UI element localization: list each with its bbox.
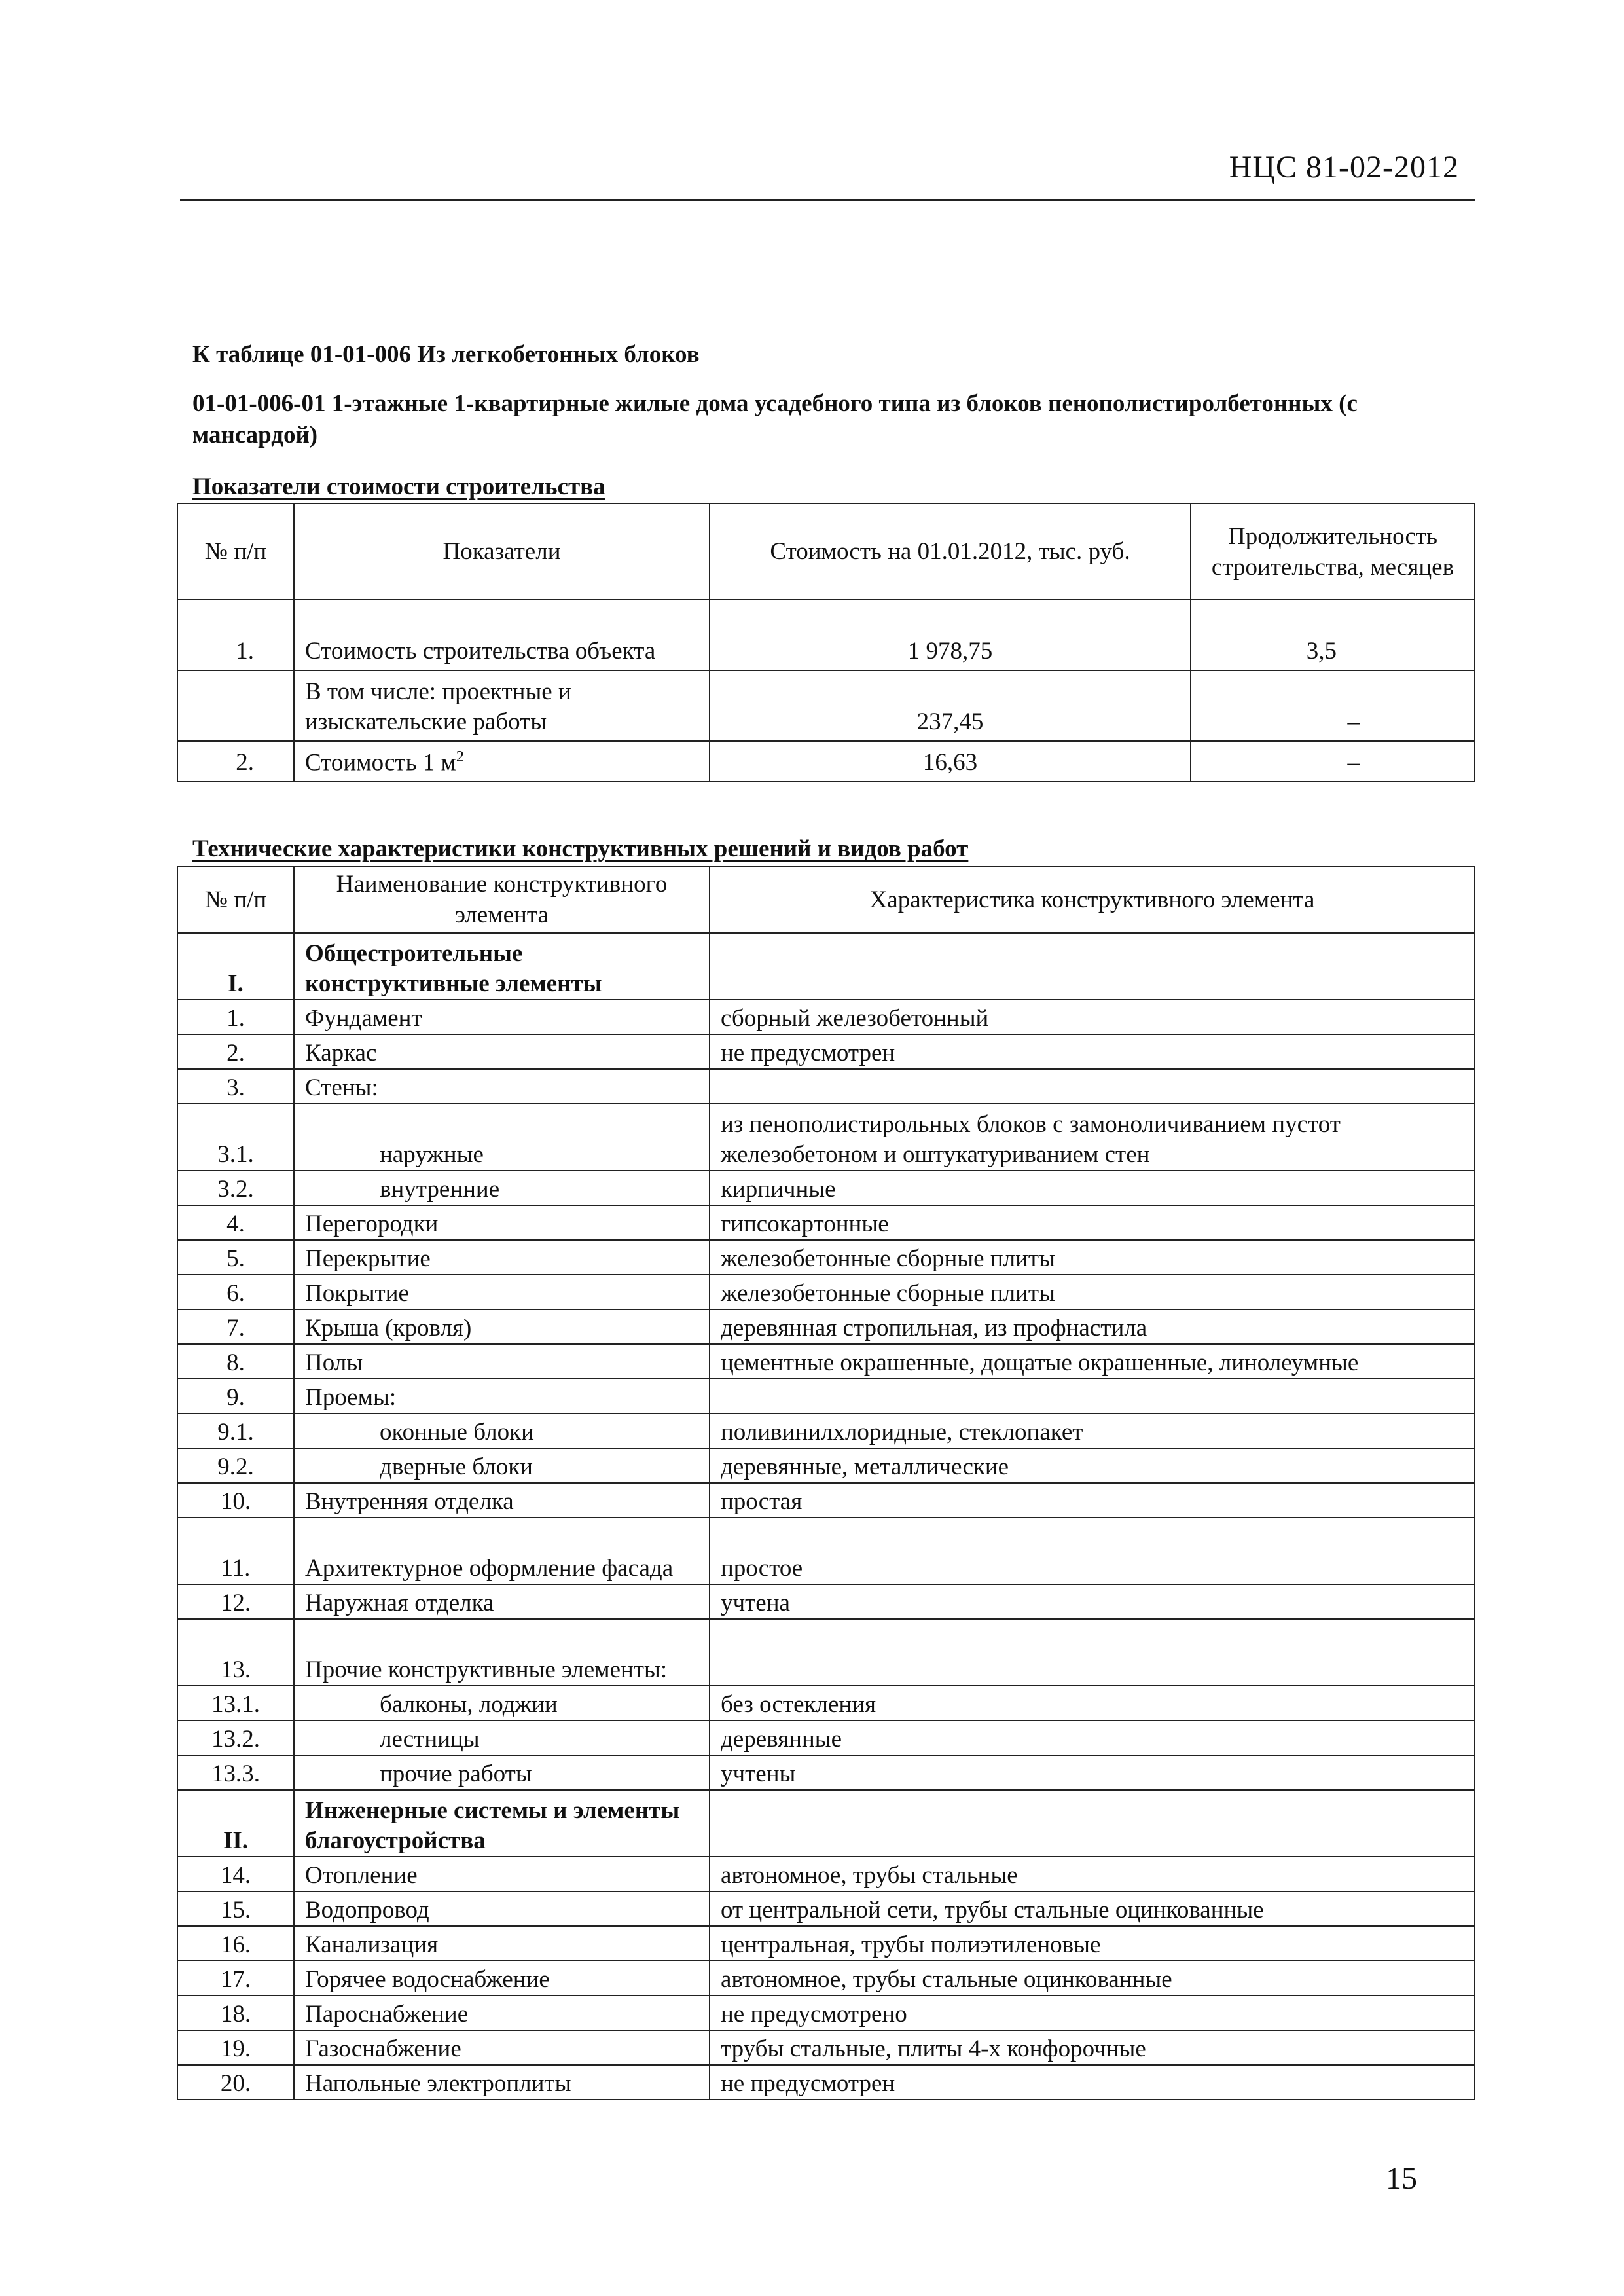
element-name: Отопление xyxy=(294,1857,710,1891)
element-description: цементные окрашенные, дощатые окрашенные, линолеумные xyxy=(710,1344,1475,1379)
element-description: гипсокартонные xyxy=(710,1205,1475,1240)
table-row xyxy=(177,1000,1475,1034)
element-description: трубы стальные, плиты 4-х конфорочные xyxy=(710,2030,1475,2065)
table-row xyxy=(177,1309,1475,1344)
row-number: 5. xyxy=(177,1240,294,1275)
cost-value: 1 978,75 xyxy=(710,600,1191,670)
table-row xyxy=(177,1205,1475,1240)
element-name: Перегородки xyxy=(294,1205,710,1240)
indicator-label: Стоимость строительства объекта xyxy=(294,600,710,670)
row-number: 2. xyxy=(177,741,294,782)
element-name: Горячее водоснабжение xyxy=(294,1961,710,1995)
indicator-label-text: Стоимость 1 м xyxy=(305,749,456,776)
table-row xyxy=(177,1891,1475,1926)
element-description: из пенополистирольных блоков с замоноличиванием пустот железобетоном и оштукатуриванием стен xyxy=(710,1104,1475,1171)
element-name: Напольные электроплиты xyxy=(294,2065,710,2100)
table-reference-heading: К таблице 01-01-006 Из легкобетонных блоков xyxy=(192,341,700,368)
tech-section-title: Технические характеристики конструктивных решений и видов работ xyxy=(192,835,969,862)
element-description: учтена xyxy=(710,1584,1475,1619)
element-description xyxy=(710,1790,1475,1857)
row-number: 6. xyxy=(177,1275,294,1309)
table-row xyxy=(177,600,1475,670)
element-description: центральная, трубы полиэтиленовые xyxy=(710,1926,1475,1961)
element-description: деревянная стропильная, из профнастила xyxy=(710,1309,1475,1344)
table-row xyxy=(177,933,1475,1000)
row-number: 15. xyxy=(177,1891,294,1926)
element-name: Каркас xyxy=(294,1034,710,1069)
cost-value: 16,63 xyxy=(710,741,1191,782)
element-description: не предусмотрен xyxy=(710,1034,1475,1069)
row-number: 3.1. xyxy=(177,1104,294,1171)
table-row xyxy=(177,1619,1475,1686)
table-row xyxy=(177,1518,1475,1584)
element-name: лестницы xyxy=(294,1721,710,1755)
table-row xyxy=(177,1483,1475,1518)
table-row xyxy=(177,1344,1475,1379)
row-number: 9. xyxy=(177,1379,294,1413)
element-description: кирпичные xyxy=(710,1171,1475,1205)
element-name: Полы xyxy=(294,1344,710,1379)
row-number: 13.3. xyxy=(177,1755,294,1790)
table-row xyxy=(177,1961,1475,1995)
element-description: сборный железобетонный xyxy=(710,1000,1475,1034)
element-description: деревянные xyxy=(710,1721,1475,1755)
element-name: Фундамент xyxy=(294,1000,710,1034)
table-row xyxy=(177,1721,1475,1755)
cost-table-header-row xyxy=(177,503,1475,600)
element-name: дверные блоки xyxy=(294,1448,710,1483)
table-row xyxy=(177,1240,1475,1275)
element-name: Перекрытие xyxy=(294,1240,710,1275)
element-name: Газоснабжение xyxy=(294,2030,710,2065)
row-number: 12. xyxy=(177,1584,294,1619)
table-row xyxy=(177,1069,1475,1104)
row-number: 13.2. xyxy=(177,1721,294,1755)
row-number xyxy=(177,670,294,741)
table-row xyxy=(177,741,1475,782)
element-name: Канализация xyxy=(294,1926,710,1961)
row-number: I. xyxy=(177,933,294,1000)
cost-value: 237,45 xyxy=(710,670,1191,741)
element-description: железобетонные сборные плиты xyxy=(710,1240,1475,1275)
tech-table-header-row xyxy=(177,866,1475,933)
column-header: Стоимость на 01.01.2012, тыс. руб. xyxy=(710,503,1191,600)
row-number: 9.1. xyxy=(177,1413,294,1448)
row-number: 19. xyxy=(177,2030,294,2065)
element-description: учтены xyxy=(710,1755,1475,1790)
element-description xyxy=(710,1379,1475,1413)
element-name: Общестроительные конструктивные элементы xyxy=(294,933,710,1000)
document-code: НЦС 81-02-2012 xyxy=(1229,150,1459,185)
duration-value: – xyxy=(1191,670,1475,741)
row-number: 11. xyxy=(177,1518,294,1584)
cost-indicators-table xyxy=(177,503,1475,782)
element-description: автономное, трубы стальные xyxy=(710,1857,1475,1891)
element-description: без остекления xyxy=(710,1686,1475,1721)
table-row xyxy=(177,1686,1475,1721)
row-number: 9.2. xyxy=(177,1448,294,1483)
column-header: Характеристика конструктивного элемента xyxy=(710,866,1475,933)
table-row xyxy=(177,1171,1475,1205)
table-row xyxy=(177,1926,1475,1961)
table-row xyxy=(177,1413,1475,1448)
element-description: железобетонные сборные плиты xyxy=(710,1275,1475,1309)
element-description xyxy=(710,1069,1475,1104)
page-number: 15 xyxy=(1386,2161,1417,2196)
element-description xyxy=(710,933,1475,1000)
element-description: не предусмотрен xyxy=(710,2065,1475,2100)
superscript-two: 2 xyxy=(456,748,464,765)
table-row xyxy=(177,1995,1475,2030)
element-name: оконные блоки xyxy=(294,1413,710,1448)
column-header: № п/п xyxy=(177,503,294,600)
row-number: 13. xyxy=(177,1619,294,1686)
row-number: 3. xyxy=(177,1069,294,1104)
element-name: Инженерные системы и элементы благоустройства xyxy=(294,1790,710,1857)
row-number: 14. xyxy=(177,1857,294,1891)
row-number: 17. xyxy=(177,1961,294,1995)
column-header: Наименование конструктивного элемента xyxy=(294,866,710,933)
element-name: Архитектурное оформление фасада xyxy=(294,1518,710,1584)
row-number: 4. xyxy=(177,1205,294,1240)
table-row xyxy=(177,1448,1475,1483)
row-number: 1. xyxy=(177,600,294,670)
element-name: прочие работы xyxy=(294,1755,710,1790)
element-name: Покрытие xyxy=(294,1275,710,1309)
element-name: Стены: xyxy=(294,1069,710,1104)
element-name: Водопровод xyxy=(294,1891,710,1926)
row-number: 1. xyxy=(177,1000,294,1034)
element-name: наружные xyxy=(294,1104,710,1171)
table-row xyxy=(177,1790,1475,1857)
duration-value: 3,5 xyxy=(1191,600,1475,670)
cost-section-title: Показатели стоимости строительства xyxy=(192,473,605,500)
element-description: от центральной сети, трубы стальные оцинкованные xyxy=(710,1891,1475,1926)
element-description xyxy=(710,1619,1475,1686)
row-number: 3.2. xyxy=(177,1171,294,1205)
column-header: Показатели xyxy=(294,503,710,600)
row-number: II. xyxy=(177,1790,294,1857)
element-description: не предусмотрено xyxy=(710,1995,1475,2030)
table-row xyxy=(177,1275,1475,1309)
column-header: Продолжительность строительства, месяцев xyxy=(1191,503,1475,600)
technical-characteristics-table xyxy=(177,866,1475,2100)
element-description: деревянные, металлические xyxy=(710,1448,1475,1483)
element-name: балконы, лоджии xyxy=(294,1686,710,1721)
element-description: простая xyxy=(710,1483,1475,1518)
duration-value: – xyxy=(1191,741,1475,782)
table-row xyxy=(177,2065,1475,2100)
header-rule xyxy=(180,199,1475,201)
element-name: Крыша (кровля) xyxy=(294,1309,710,1344)
element-description: простое xyxy=(710,1518,1475,1584)
row-number: 13.1. xyxy=(177,1686,294,1721)
row-number: 2. xyxy=(177,1034,294,1069)
subsection-heading: 01-01-006-01 1-этажные 1-квартирные жилые дома усадебного типа из блоков пенополистиролбетонных (с мансардой) xyxy=(192,390,1358,448)
indicator-label: В том числе: проектные и изыскательские работы xyxy=(294,670,710,741)
row-number: 7. xyxy=(177,1309,294,1344)
indicator-label xyxy=(294,741,710,782)
table-row xyxy=(177,1104,1475,1171)
table-row xyxy=(177,2030,1475,2065)
element-description: автономное, трубы стальные оцинкованные xyxy=(710,1961,1475,1995)
table-row xyxy=(177,1857,1475,1891)
table-row xyxy=(177,670,1475,741)
element-name: Проемы: xyxy=(294,1379,710,1413)
row-number: 10. xyxy=(177,1483,294,1518)
element-description: поливинилхлоридные, стеклопакет xyxy=(710,1413,1475,1448)
element-name: Пароснабжение xyxy=(294,1995,710,2030)
table-row xyxy=(177,1584,1475,1619)
element-name: Прочие конструктивные элементы: xyxy=(294,1619,710,1686)
table-row xyxy=(177,1755,1475,1790)
row-number: 8. xyxy=(177,1344,294,1379)
element-name: Наружная отделка xyxy=(294,1584,710,1619)
row-number: 18. xyxy=(177,1995,294,2030)
table-row xyxy=(177,1034,1475,1069)
element-name: Внутренняя отделка xyxy=(294,1483,710,1518)
table-row xyxy=(177,1379,1475,1413)
row-number: 16. xyxy=(177,1926,294,1961)
column-header: № п/п xyxy=(177,866,294,933)
row-number: 20. xyxy=(177,2065,294,2100)
element-name: внутренние xyxy=(294,1171,710,1205)
